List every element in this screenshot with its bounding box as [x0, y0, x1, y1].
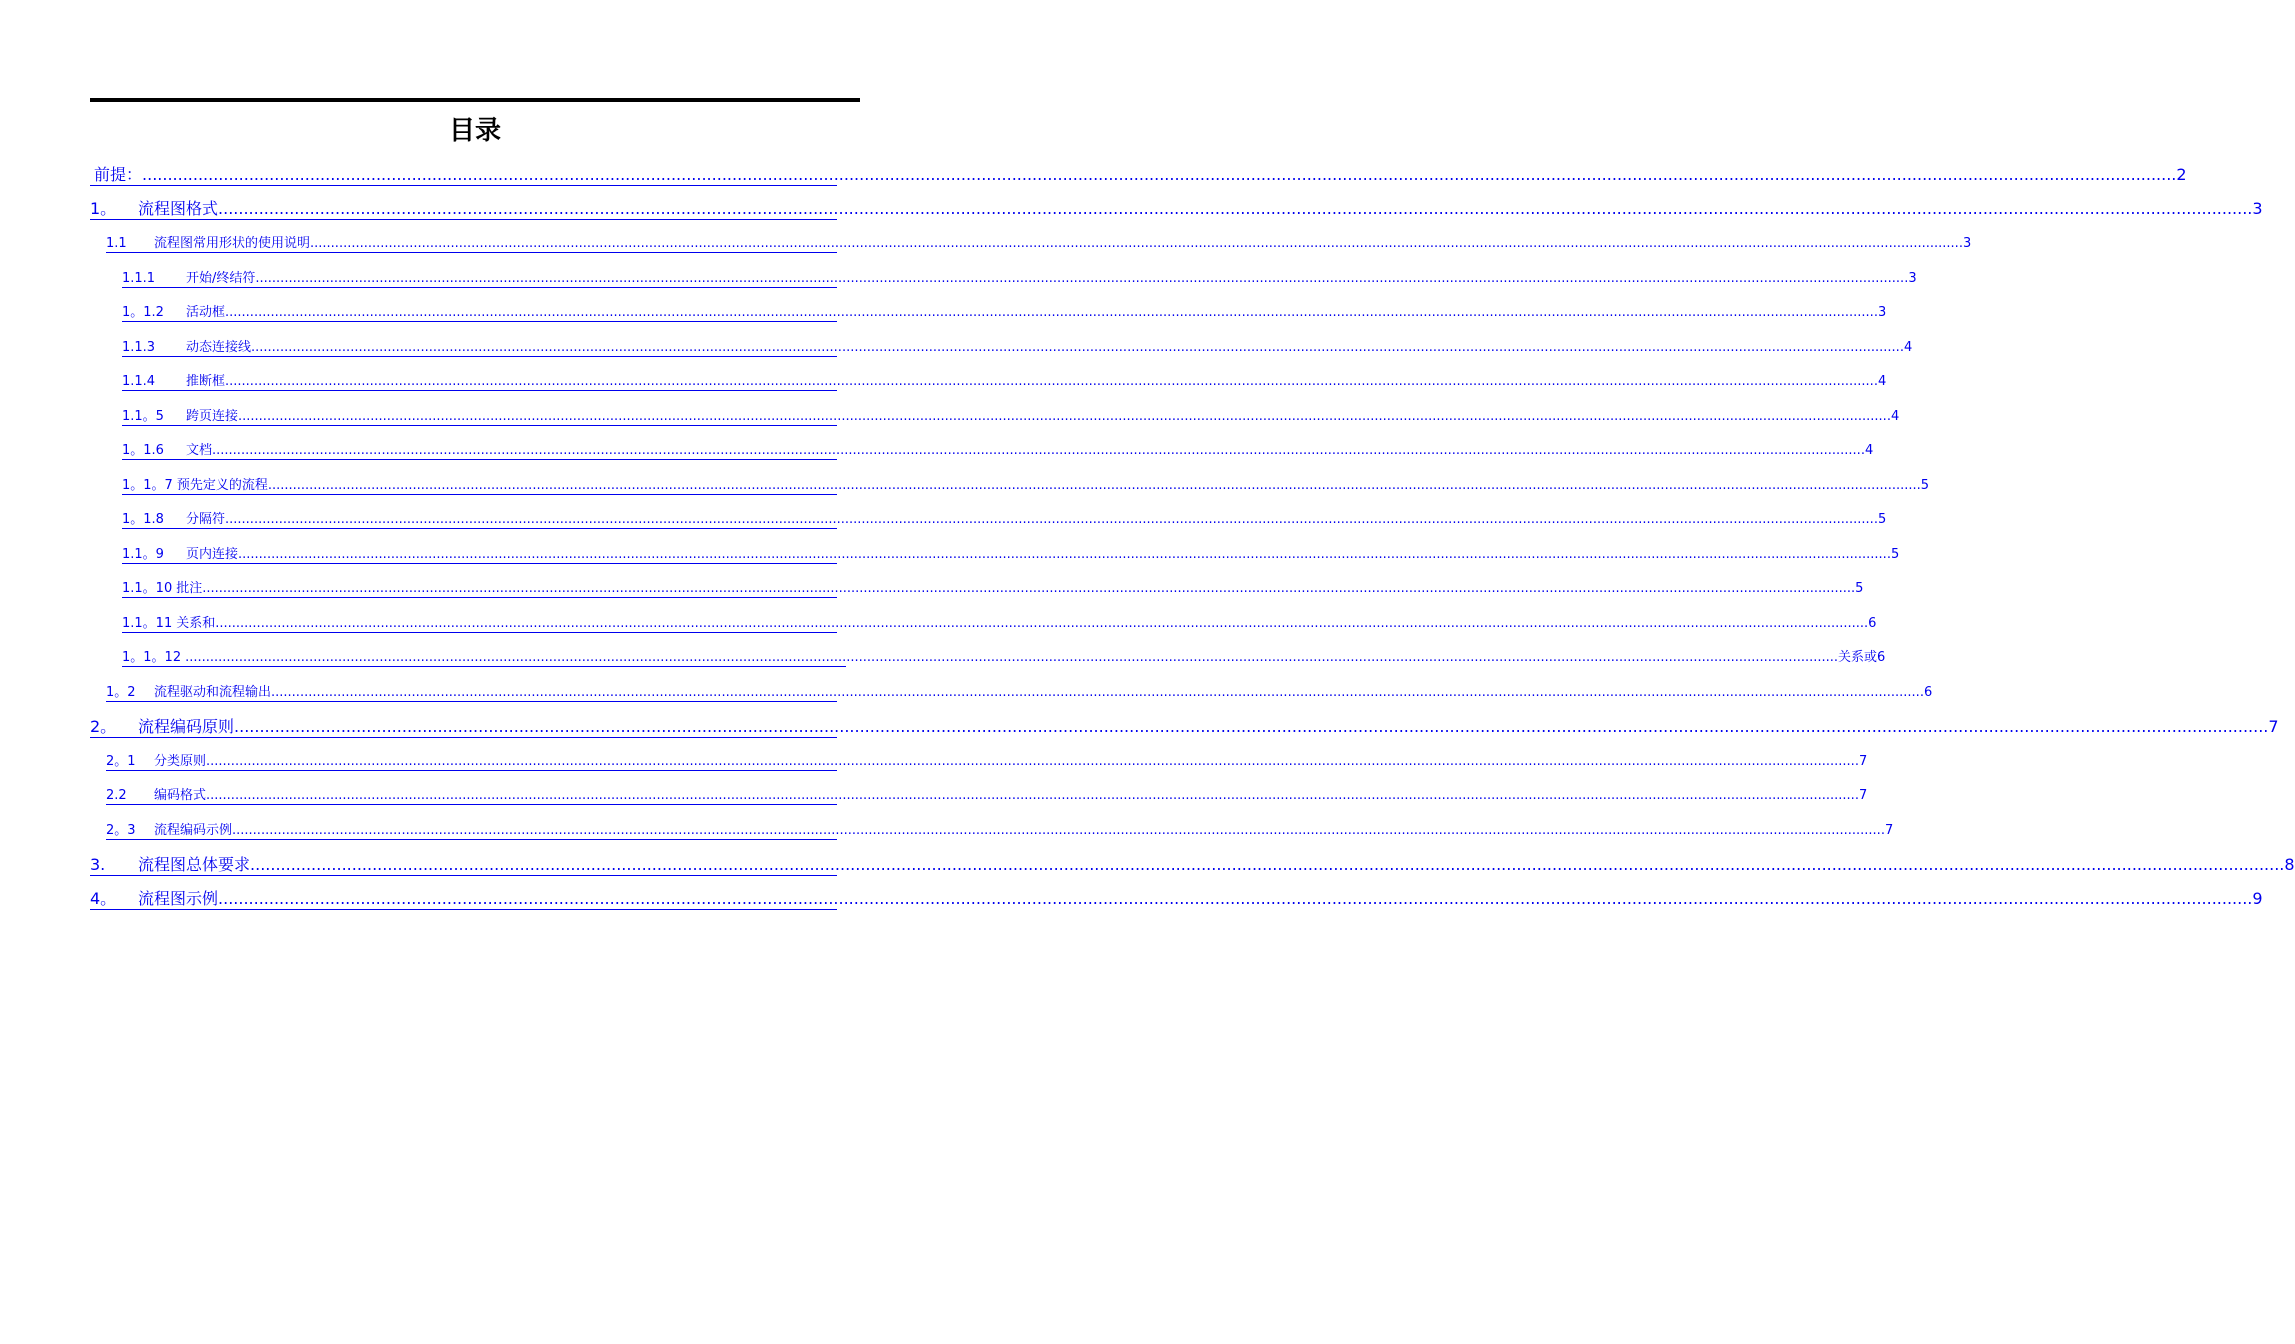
toc-entry-1-1-10[interactable]	[122, 580, 1864, 598]
toc-leader-dots: ................................................................................................................................................................................................................................................................................................................................................................................................................	[225, 305, 1878, 320]
toc-entry-2-3[interactable]	[106, 822, 1894, 840]
toc-entry-number: 1.1.3	[122, 340, 156, 355]
toc-entry-title: 流程图示例	[138, 889, 219, 908]
toc-entry-page: 7	[1884, 823, 1894, 838]
toc-entry-1-1[interactable]	[106, 235, 1972, 253]
toc-entry-title: 页内连接	[186, 547, 239, 562]
toc-entry-1-1-8[interactable]	[122, 511, 1887, 529]
toc-entry-title: 分类原则	[154, 754, 207, 769]
toc-entry-number: 1.1	[106, 236, 127, 251]
toc-entry-number: 1.1。11	[122, 616, 173, 631]
toc-entry-1-1-3[interactable]	[122, 339, 1913, 357]
toc-entry-page: 5	[1920, 478, 1930, 493]
toc-entry-page: 4	[1877, 374, 1887, 389]
toc-entry-1-1-4[interactable]	[122, 373, 1887, 391]
toc-entry-number: 2。3	[106, 823, 136, 838]
toc-entry-title: 批注	[176, 581, 203, 596]
toc-entry-page: 4	[1890, 409, 1900, 424]
toc-entry-2-2[interactable]	[106, 787, 1868, 805]
toc-leader-dots: ................................................................................................................................................................................................................................................................................................................................................................................................................	[251, 340, 1904, 355]
toc-entry-page: 3	[1962, 236, 1972, 251]
toc-entry-number: 1.1。9	[122, 547, 164, 562]
toc-entry-title: 跨页连接	[186, 409, 239, 424]
toc-entry-page: 5	[1890, 547, 1900, 562]
toc-entry-title: 活动框	[186, 305, 226, 320]
toc-leader-dots: ................................................................................................................................................................................................................................................................................................................................................................................................................	[185, 650, 1839, 665]
toc-entry-page: 6	[1868, 616, 1877, 631]
toc-entry-page: 3	[1908, 271, 1917, 286]
toc-entry-1-1-9[interactable]	[122, 546, 1900, 564]
toc-leader-dots: ................................................................................................................................................................................................................................................................................................................................................................................................................	[225, 512, 1878, 527]
toc-entry-page: 关系或6	[1838, 650, 1886, 665]
toc-entry-number: 1。1.2	[122, 305, 164, 320]
toc-entry-number: 1.1.4	[122, 374, 156, 389]
toc-entry-1-1-7[interactable]	[122, 477, 1930, 495]
toc-entry-number: 1.1。5	[122, 409, 164, 424]
toc-entry-number: 2。	[90, 717, 117, 736]
toc-entry-1-1-6[interactable]	[122, 442, 1874, 460]
toc-entry-1-1-2[interactable]	[122, 304, 1887, 322]
toc-entry-title: 推断框	[186, 374, 226, 389]
toc-leader-dots: ................................................................................................................................................................................................................................................................................................................................................................................................................	[255, 271, 1909, 286]
toc-entry-number: 1。1.6	[122, 443, 164, 458]
toc-entry-3[interactable]	[90, 855, 2295, 876]
toc-entry-number: 1。1。12	[122, 650, 182, 665]
toc-entry-number: 1。2	[106, 685, 136, 700]
toc-entry-1-1-1[interactable]	[122, 270, 1917, 288]
toc-entry-page: 2	[2176, 165, 2187, 184]
toc-entry-title: 前提：	[94, 165, 143, 184]
toc-entry-number: 1.1.1	[122, 271, 156, 286]
toc-entry-title: 编码格式	[154, 788, 207, 803]
toc-entry-number: 2。1	[106, 754, 136, 769]
toc-entry-page: 4	[1903, 340, 1913, 355]
toc-entry-title: 动态连接线	[186, 340, 252, 355]
toc-entry-page: 9	[2252, 889, 2263, 908]
toc-entry-preface[interactable]	[90, 165, 2187, 186]
toc-entry-title: 关系和	[176, 616, 216, 631]
toc-entry-page: 4	[1864, 443, 1874, 458]
toc-entry-title: 流程图常用形状的使用说明	[154, 236, 311, 251]
toc-entry-number: 1。1。7	[122, 478, 173, 493]
toc-entry-number: 1.1。10	[122, 581, 173, 596]
toc-leader-dots: ................................................................................................................................................................................................................................................................................................................................................................................................................	[310, 236, 1963, 251]
toc-leader-dots: ................................................................................................................................................................................................................................................................................................................................................................................................................	[218, 199, 2253, 218]
toc-entry-page: 3	[1877, 305, 1887, 320]
toc-entry-number: 1。1.8	[122, 512, 164, 527]
toc-entry-1-1-11[interactable]	[122, 615, 1877, 633]
toc-entry-title: 分隔符	[186, 512, 226, 527]
toc-leader-dots: ................................................................................................................................................................................................................................................................................................................................................................................................................	[202, 581, 1856, 596]
toc-entry-title: 开始/终结符	[186, 271, 256, 286]
toc-entry-page: 6	[1923, 685, 1933, 700]
toc-leader-dots: ................................................................................................................................................................................................................................................................................................................................................................................................................	[232, 823, 1885, 838]
toc-entry-title: 流程图格式	[138, 199, 219, 218]
toc-entry-2[interactable]	[90, 717, 2279, 738]
toc-entry-page: 3	[2252, 199, 2263, 218]
toc-leader-dots: ................................................................................................................................................................................................................................................................................................................................................................................................................	[234, 717, 2269, 736]
page-title: 目录	[448, 116, 501, 146]
toc-leader-dots: ................................................................................................................................................................................................................................................................................................................................................................................................................	[238, 409, 1891, 424]
toc-leader-dots: ................................................................................................................................................................................................................................................................................................................................................................................................................	[271, 685, 1924, 700]
header-rule	[90, 98, 860, 102]
toc-entry-1-1-5[interactable]	[122, 408, 1900, 426]
toc-leader-dots: ................................................................................................................................................................................................................................................................................................................................................................................................................	[142, 165, 2177, 184]
toc-entry-title: 流程编码示例	[154, 823, 233, 838]
toc-leader-dots: ................................................................................................................................................................................................................................................................................................................................................................................................................	[238, 547, 1891, 562]
toc-leader-dots: ................................................................................................................................................................................................................................................................................................................................................................................................................	[212, 443, 1865, 458]
toc-leader-dots: ................................................................................................................................................................................................................................................................................................................................................................................................................	[225, 374, 1878, 389]
toc-entry-2-1[interactable]	[106, 753, 1868, 771]
toc-entry-page: 5	[1877, 512, 1887, 527]
toc-leader-dots: ................................................................................................................................................................................................................................................................................................................................................................................................................	[215, 616, 1869, 631]
toc-entry-4[interactable]	[90, 889, 2263, 910]
toc-entry-page: 7	[1858, 754, 1868, 769]
toc-entry-page: 8	[2284, 855, 2295, 874]
toc-entry-title: 流程图总体要求	[138, 855, 251, 874]
toc-entry-number: 4。	[90, 889, 117, 908]
toc-entry-1-1-12[interactable]	[122, 649, 1886, 667]
toc-entry-title: 流程驱动和流程输出	[154, 685, 272, 700]
toc-leader-dots: ................................................................................................................................................................................................................................................................................................................................................................................................................	[206, 754, 1859, 769]
toc-entry-number: 2.2	[106, 788, 127, 803]
toc-leader-dots: ................................................................................................................................................................................................................................................................................................................................................................................................................	[250, 855, 2285, 874]
toc-leader-dots: ................................................................................................................................................................................................................................................................................................................................................................................................................	[218, 889, 2253, 908]
toc-entry-page: 7	[1858, 788, 1868, 803]
toc-entry-1[interactable]	[90, 199, 2263, 220]
toc-entry-title: 文档	[186, 443, 213, 458]
toc-entry-page: 5	[1855, 581, 1864, 596]
toc-leader-dots: ................................................................................................................................................................................................................................................................................................................................................................................................................	[206, 788, 1859, 803]
toc-entry-number: 1。	[90, 199, 117, 218]
toc-entry-page: 7	[2268, 717, 2279, 736]
toc-leader-dots: ................................................................................................................................................................................................................................................................................................................................................................................................................	[267, 478, 1921, 493]
toc-entry-title: 流程编码原则	[138, 717, 235, 736]
toc-entry-title: 预先定义的流程	[176, 478, 268, 493]
toc-entry-1-2[interactable]	[106, 684, 1933, 702]
toc-entry-number: 3.	[90, 855, 106, 874]
